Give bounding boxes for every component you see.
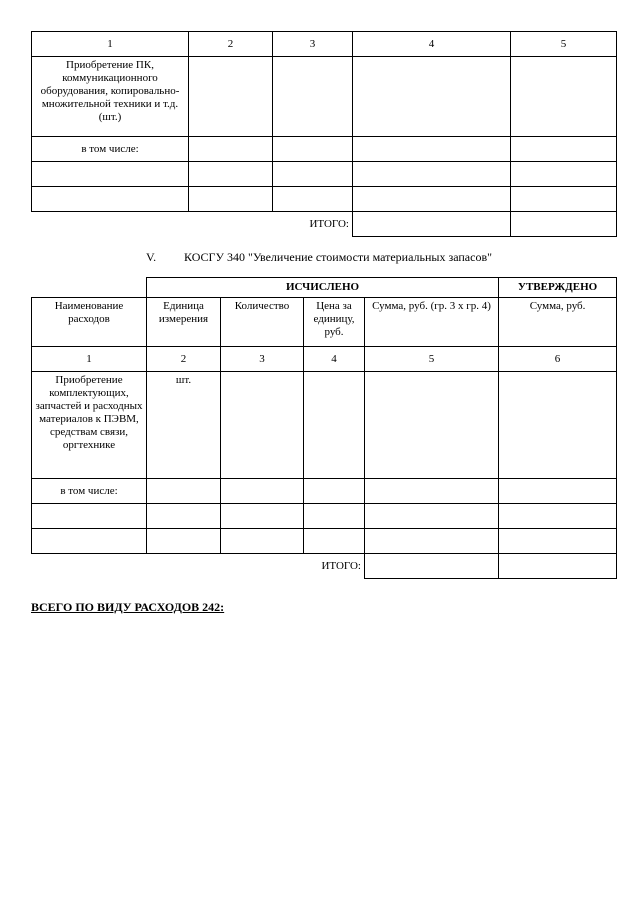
column-caption: Цена за единицу, руб. bbox=[304, 298, 365, 347]
column-number: 3 bbox=[273, 32, 353, 57]
column-number: 5 bbox=[511, 32, 617, 57]
total-row bbox=[32, 554, 617, 579]
table-cell bbox=[273, 187, 353, 212]
table-cell bbox=[365, 479, 499, 504]
column-number: 4 bbox=[304, 347, 365, 372]
table-cell bbox=[511, 57, 617, 137]
table-pc-equipment bbox=[31, 31, 617, 237]
table-materials bbox=[31, 277, 617, 579]
table-row bbox=[32, 479, 617, 504]
table-cell bbox=[365, 372, 499, 479]
column-number: 2 bbox=[189, 32, 273, 57]
section-title bbox=[146, 250, 492, 265]
table-cell bbox=[32, 529, 147, 554]
table-cell bbox=[511, 137, 617, 162]
table-row bbox=[32, 504, 617, 529]
table-cell bbox=[273, 57, 353, 137]
including-label-cell: в том числе: bbox=[32, 137, 189, 162]
table-cell bbox=[147, 529, 221, 554]
table-cell bbox=[353, 137, 511, 162]
column-caption: Сумма, руб. bbox=[499, 298, 617, 347]
total-cell bbox=[353, 212, 511, 237]
unit-cell: шт. bbox=[147, 372, 221, 479]
column-number: 1 bbox=[32, 32, 189, 57]
column-caption-row bbox=[32, 298, 617, 347]
table-cell bbox=[304, 529, 365, 554]
item-name-cell: Приобретение ПК, коммуникационного оборудования, копировально-множительной техники и т.д. (шт.) bbox=[32, 57, 189, 137]
column-caption: Количество bbox=[221, 298, 304, 347]
table-cell bbox=[221, 529, 304, 554]
table-cell bbox=[189, 187, 273, 212]
column-number: 3 bbox=[221, 347, 304, 372]
including-label-cell: в том числе: bbox=[32, 479, 147, 504]
table-header-row bbox=[32, 347, 617, 372]
table-cell bbox=[32, 187, 189, 212]
total-label: ИТОГО: bbox=[309, 217, 349, 230]
table-cell bbox=[221, 479, 304, 504]
table-cell bbox=[499, 529, 617, 554]
total-cell bbox=[511, 212, 617, 237]
table-cell bbox=[499, 504, 617, 529]
group-header-row bbox=[32, 278, 617, 298]
table-row bbox=[32, 187, 617, 212]
total-label: ИТОГО: bbox=[321, 559, 361, 572]
column-caption: Наименование расходов bbox=[32, 298, 147, 347]
table-cell bbox=[304, 504, 365, 529]
group-calculated-header: ИСЧИСЛЕНО bbox=[147, 278, 499, 298]
table-cell bbox=[32, 278, 147, 298]
table-cell bbox=[365, 529, 499, 554]
table-cell bbox=[365, 504, 499, 529]
table-cell bbox=[304, 372, 365, 479]
total-by-expense-type: ВСЕГО ПО ВИДУ РАСХОДОВ 242: bbox=[31, 600, 225, 614]
table-cell bbox=[353, 187, 511, 212]
item-name-cell: Приобретение комплектующих, запчастей и расходных материалов к ПЭВМ, средствам связи, оргтехнике bbox=[32, 372, 147, 479]
column-caption: Сумма, руб. (гр. 3 х гр. 4) bbox=[365, 298, 499, 347]
total-cell bbox=[499, 554, 617, 579]
group-approved-header: УТВЕРЖДЕНО bbox=[499, 278, 617, 298]
column-number: 1 bbox=[32, 347, 147, 372]
total-row bbox=[32, 212, 617, 237]
table-cell bbox=[32, 162, 189, 187]
table-row bbox=[32, 57, 617, 137]
table-cell bbox=[511, 162, 617, 187]
table-cell bbox=[189, 162, 273, 187]
table-cell bbox=[221, 372, 304, 479]
column-caption: Единица измерения bbox=[147, 298, 221, 347]
table-cell bbox=[273, 162, 353, 187]
table-cell bbox=[353, 57, 511, 137]
column-number: 2 bbox=[147, 347, 221, 372]
table-cell bbox=[511, 187, 617, 212]
table-row bbox=[32, 529, 617, 554]
table-row bbox=[32, 372, 617, 479]
table-cell bbox=[353, 162, 511, 187]
column-number: 5 bbox=[365, 347, 499, 372]
table-cell bbox=[221, 504, 304, 529]
table-row bbox=[32, 137, 617, 162]
table-cell bbox=[499, 372, 617, 479]
table-cell bbox=[32, 504, 147, 529]
table-cell bbox=[147, 479, 221, 504]
table-cell bbox=[189, 137, 273, 162]
column-number: 6 bbox=[499, 347, 617, 372]
table-cell bbox=[189, 57, 273, 137]
table-cell bbox=[273, 137, 353, 162]
table-cell bbox=[499, 479, 617, 504]
column-number: 4 bbox=[353, 32, 511, 57]
section-number: V. bbox=[146, 250, 157, 264]
table-row bbox=[32, 162, 617, 187]
table-cell bbox=[304, 479, 365, 504]
section-heading: КОСГУ 340 "Увеличение стоимости материальных запасов" bbox=[184, 250, 493, 264]
total-cell bbox=[365, 554, 499, 579]
table-cell bbox=[147, 504, 221, 529]
table-header-row bbox=[32, 32, 617, 57]
